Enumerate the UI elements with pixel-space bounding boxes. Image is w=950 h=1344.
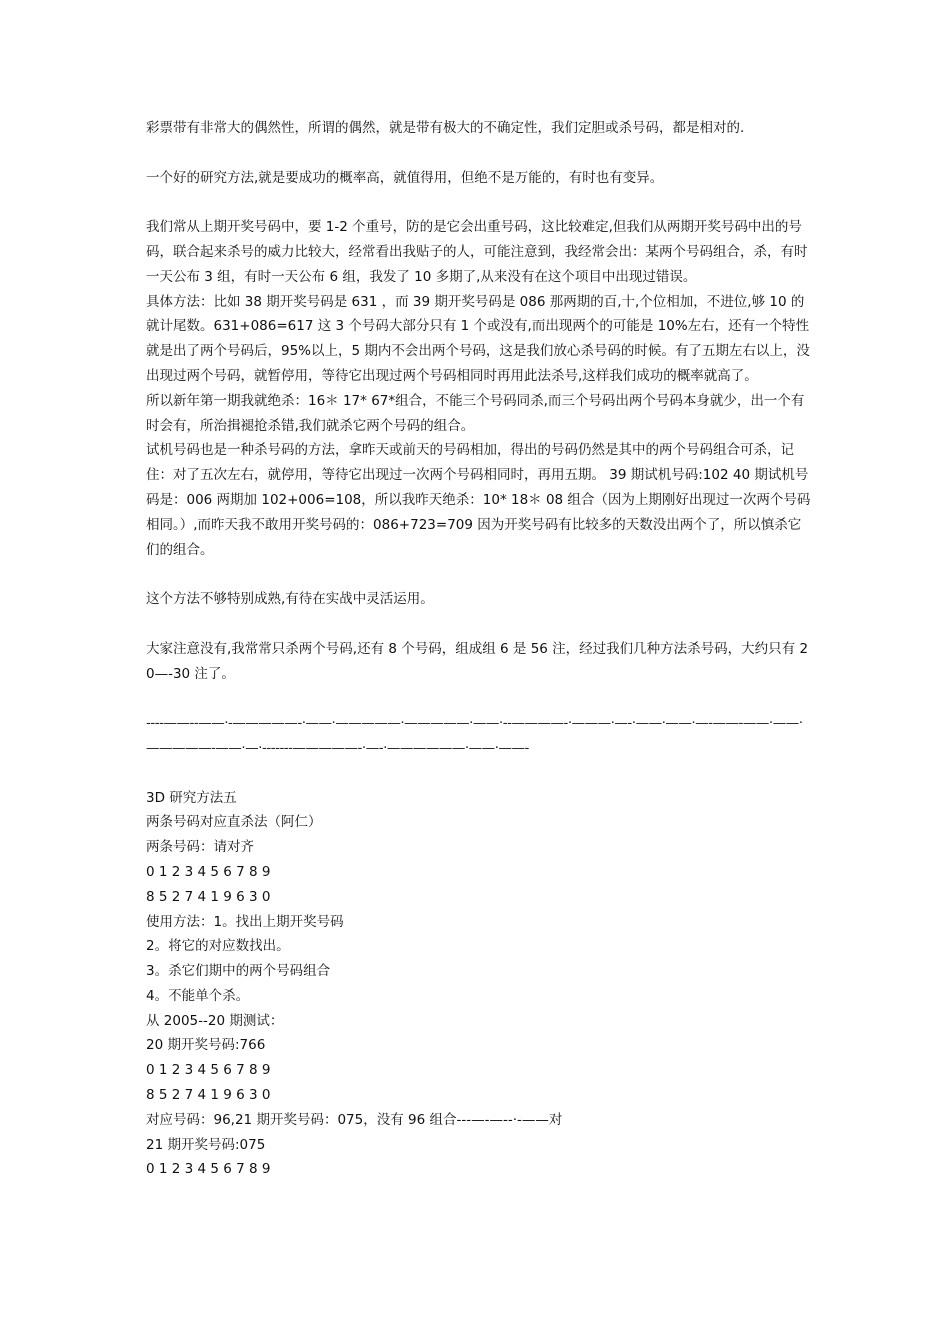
spacer: [146, 686, 814, 711]
section-line: 4。不能单个杀。: [146, 987, 250, 1004]
spacer: [146, 562, 814, 587]
section-line: 21 期开奖号码:075: [146, 1136, 266, 1153]
section-line: 20 期开奖号码:766: [146, 1037, 266, 1054]
paragraph-5: 所以新年第一期我就绝杀：16＊ 17* 67*组合，不能三个号码同杀,而三个号码出两个号码本身就少，出一个有时会有，所治揖褪抢杀错,我们就杀它两个号码的组合。: [146, 392, 805, 434]
section-line: 2。将它的对应数找出。: [146, 938, 290, 955]
digit-row: 0 1 2 3 4 5 6 7 8 9: [146, 1062, 271, 1079]
paragraph-6: 试机号码也是一种杀号码的方法，拿昨天或前天的号码相加，得出的号码仍然是其中的两个号码组合可杀，记住：对了五次左右，就停用，等待它出现过一次两个号码相同时，再用五期。 39 期试机号码:102 40 期试机号码是：006 两期加 102+006=108，所以我昨天绝杀：10* 18＊ 08 组合（因为上期刚好出现过一次两个号码相同。）,而昨天我不敢用开奖号码的：086+723=709 因为开奖号码有比较多的天数没出两个了，所以慎杀它们的组合。: [146, 442, 811, 558]
digit-row: 8 5 2 7 4 1 9 6 3 0: [146, 1087, 271, 1104]
digit-row: 8 5 2 7 4 1 9 6 3 0: [146, 888, 271, 905]
digit-row: 0 1 2 3 4 5 6 7 8 9: [146, 1161, 271, 1178]
section-title: 3D 研究方法五: [146, 789, 237, 806]
paragraph-4: 具体方法：比如 38 期开奖号码是 631 ，而 39 期开奖号码是 086 那两期的百,十,个位相加，不进位,够 10 的就计尾数。631+086=617 这 3 个号码大部分只有 1 个或没有,而出现两个的可能是 10%左右，还有一个特性就是出了两个号码后，95%以上，5 期内不会出两个号码，这是我们放心杀号码的时候。有了五期左右以上，没出现过两个号码，就暂停用，等待它出现过两个号码相同时再用此法杀号,这样我们成功的概率就高了。: [146, 293, 810, 384]
paragraph-3: 我们常从上期开奖号码中，要 1-2 个重号，防的是它会出重号码，这比较难定,但我们从两期开奖号码中出的号码，联合起来杀号的威力比较大，经常看出我贴子的人，可能注意到，我经常会出：某两个号码组合，杀，有时一天公布 3 组，有时一天公布 6 组，我发了 10 多期了,从来没有在这个项目中出现过错误。: [146, 219, 808, 285]
paragraph-2: 一个好的研究方法,就是要成功的概率高，就值得用，但绝不是万能的，有时也有变异。: [146, 169, 664, 186]
document-body: [146, 116, 814, 1182]
section-line: 3。杀它们期中的两个号码组合: [146, 963, 331, 980]
spacer: [146, 612, 814, 637]
section-line: 两条号码：请对齐: [146, 839, 254, 856]
section-line: 从 2005--20 期测试：: [146, 1012, 284, 1029]
dash-divider: ----——--——·-—————-·——·—————·—————·——·--————-·———·—-·——·——·—-——-——·——·—————-——·—·-------—————-·—-·——————·——·——-: [146, 715, 803, 756]
section-line: 使用方法：1。找出上期开奖号码: [146, 913, 344, 930]
method-section: [146, 786, 814, 1183]
spacer: [146, 141, 814, 166]
section-line: 对应号码：96,21 期开奖号码：075，没有 96 组合---—-—--·-——对: [146, 1111, 563, 1128]
paragraph-8: 大家注意没有,我常常只杀两个号码,还有 8 个号码，组成组 6 是 56 注，经过我们几种方法杀号码，大约只有 20—-30 注了。: [146, 640, 809, 682]
paragraph-7: 这个方法不够特别成熟,有待在实战中灵活运用。: [146, 591, 434, 608]
paragraph-1: 彩票带有非常大的偶然性，所谓的偶然，就是带有极大的不确定性，我们定胆或杀号码，都是相对的.: [146, 120, 745, 136]
section-subtitle: 两条号码对应直杀法（阿仁）: [146, 814, 322, 831]
digit-row: 0 1 2 3 4 5 6 7 8 9: [146, 863, 271, 880]
spacer: [146, 190, 814, 215]
spacer: [146, 761, 814, 786]
